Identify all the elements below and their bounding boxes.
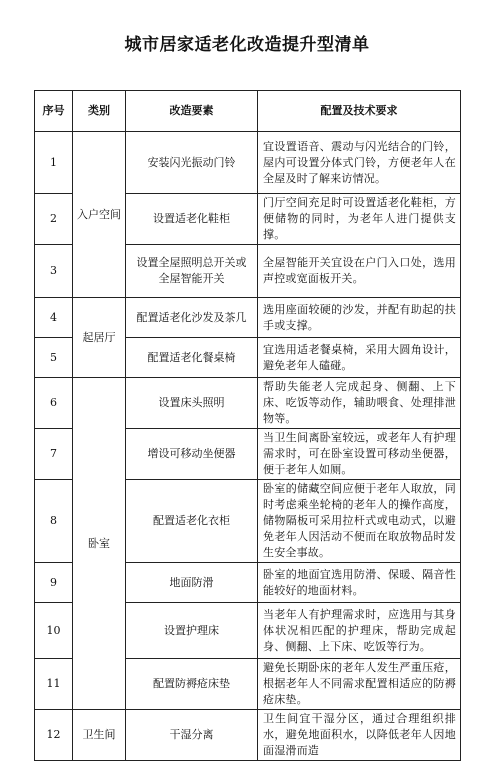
row-number: 5 bbox=[35, 338, 73, 378]
table-row bbox=[35, 132, 461, 194]
element-cell: 安装闪光振动门铃 bbox=[126, 132, 258, 194]
requirement-cell: 当卫生间离卧室较远，或老年人有护理需求时，可在卧室设置可移动坐便器，便于老年人如厕。 bbox=[258, 429, 461, 480]
category-cell: 卫生间 bbox=[73, 710, 126, 761]
table-header-row bbox=[35, 91, 461, 132]
requirement-cell: 宜设置语音、震动与闪光结合的门铃，屋内可设置分体式门铃，方便老年人在全屋及时了解来访情况。 bbox=[258, 132, 461, 194]
category-cell: 入户空间 bbox=[73, 132, 126, 298]
row-number: 7 bbox=[35, 429, 73, 480]
header-element: 改造要素 bbox=[126, 91, 258, 132]
row-number: 8 bbox=[35, 480, 73, 563]
row-number: 1 bbox=[35, 132, 73, 194]
element-cell: 设置护理床 bbox=[126, 603, 258, 659]
category-cell: 卧室 bbox=[73, 378, 126, 710]
element-cell: 配置适老化衣柜 bbox=[126, 480, 258, 563]
row-number: 2 bbox=[35, 194, 73, 245]
table-row bbox=[35, 710, 461, 761]
element-cell: 地面防滑 bbox=[126, 563, 258, 603]
row-number: 11 bbox=[35, 659, 73, 710]
row-number: 9 bbox=[35, 563, 73, 603]
row-number: 3 bbox=[35, 245, 73, 298]
element-cell: 设置床头照明 bbox=[126, 378, 258, 429]
element-cell: 设置全屋照明总开关或全屋智能开关 bbox=[126, 245, 258, 298]
requirement-cell: 卧室的地面宜选用防滑、保暖、隔音性能较好的地面材料。 bbox=[258, 563, 461, 603]
requirement-cell: 宜选用适老餐桌椅，采用大圆角设计，避免老年人磕碰。 bbox=[258, 338, 461, 378]
document-title: 城市居家适老化改造提升型清单 bbox=[124, 35, 370, 55]
row-number: 4 bbox=[35, 298, 73, 338]
requirement-cell: 选用座面较硬的沙发，并配有助起的扶手或支撑。 bbox=[258, 298, 461, 338]
renovation-checklist-table bbox=[34, 90, 461, 761]
table-row bbox=[35, 378, 461, 429]
requirement-cell: 全屋智能开关宜设在户门入口处，选用声控或宽面板开关。 bbox=[258, 245, 461, 298]
requirement-cell: 门厅空间充足时可设置适老化鞋柜，方便储物的同时，为老年人进门提供支撑。 bbox=[258, 194, 461, 245]
element-cell: 增设可移动坐便器 bbox=[126, 429, 258, 480]
element-cell: 设置适老化鞋柜 bbox=[126, 194, 258, 245]
header-requirement: 配置及技术要求 bbox=[258, 91, 461, 132]
table-row bbox=[35, 298, 461, 338]
element-cell: 干湿分离 bbox=[126, 710, 258, 761]
header-category: 类别 bbox=[73, 91, 126, 132]
requirement-cell: 避免长期卧床的老年人发生严重压疮，根据老年人不同需求配置相适应的防褥疮床垫。 bbox=[258, 659, 461, 710]
element-cell: 配置适老化餐桌椅 bbox=[126, 338, 258, 378]
row-number: 12 bbox=[35, 710, 73, 761]
header-no: 序号 bbox=[35, 91, 73, 132]
row-number: 6 bbox=[35, 378, 73, 429]
category-cell: 起居厅 bbox=[73, 298, 126, 378]
requirement-cell: 帮助失能老人完成起身、侧翻、上下床、吃饭等动作，辅助喂食、处理排泄物等。 bbox=[258, 378, 461, 429]
requirement-cell: 卫生间宜干湿分区，通过合理组织排水，避免地面积水，以降低老年人因地面湿滑而造 bbox=[258, 710, 461, 761]
requirement-cell: 当老年人有护理需求时，应选用与其身体状况相匹配的护理床，帮助完成起身、侧翻、上下床、吃饭等行为。 bbox=[258, 603, 461, 659]
element-cell: 配置防褥疮床垫 bbox=[126, 659, 258, 710]
element-cell: 配置适老化沙发及茶几 bbox=[126, 298, 258, 338]
requirement-cell: 卧室的储藏空间应便于老年人取放，同时考虑乘坐轮椅的老年人的操作高度，储物隔板可采用拉杆式或电动式，以避免老年人因活动不便而在取放物品时发生安全事故。 bbox=[258, 480, 461, 563]
row-number: 10 bbox=[35, 603, 73, 659]
